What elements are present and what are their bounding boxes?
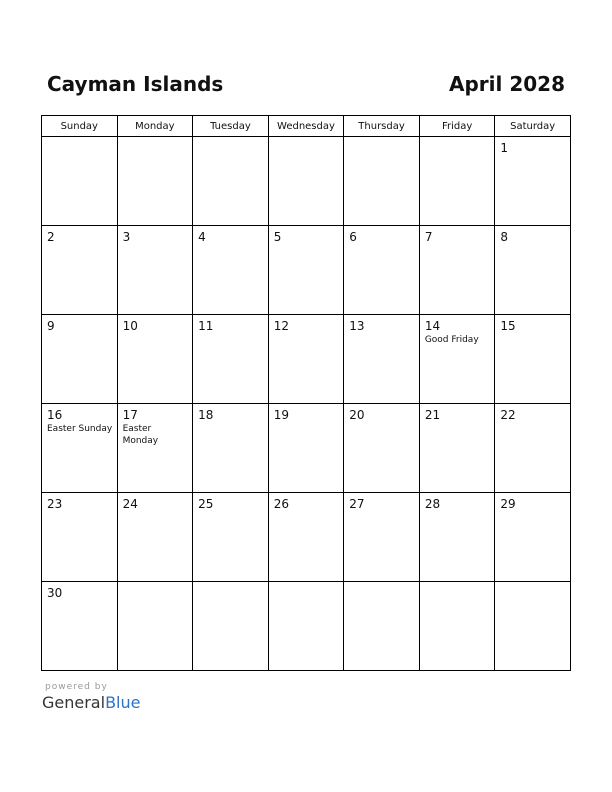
day-cell: [268, 137, 344, 226]
day-cell: [42, 315, 118, 404]
day-cell: [268, 582, 344, 671]
week-row: [42, 404, 571, 493]
day-number: 23: [47, 497, 63, 511]
calendar-grid: [41, 115, 571, 671]
brand-name-blue: Blue: [105, 693, 141, 712]
day-cell: [495, 404, 571, 493]
day-number: 5: [273, 230, 282, 244]
day-number: 26: [273, 497, 289, 511]
day-cell: [344, 404, 420, 493]
day-cell: [193, 137, 269, 226]
day-number: 19: [273, 408, 289, 422]
day-number: 12: [273, 319, 289, 333]
weekday-header-row: [42, 116, 571, 137]
day-cell: [268, 493, 344, 582]
day-cell: [117, 582, 193, 671]
day-cell: [193, 582, 269, 671]
day-cell: [117, 404, 193, 493]
day-cell: [344, 137, 420, 226]
day-number: 18: [198, 408, 214, 422]
day-cell: [193, 493, 269, 582]
week-row: [42, 582, 571, 671]
day-cell: [42, 493, 118, 582]
day-number: 10: [122, 319, 138, 333]
day-cell: [117, 315, 193, 404]
day-number: 3: [122, 230, 131, 244]
day-number: 28: [424, 497, 441, 511]
day-cell: [419, 315, 495, 404]
day-number: 13: [349, 319, 365, 333]
day-cell: [42, 404, 118, 493]
day-cell: [117, 226, 193, 315]
day-cell: [117, 493, 193, 582]
day-cell: [117, 137, 193, 226]
day-cell: [419, 582, 495, 671]
day-cell: [268, 404, 344, 493]
holiday-label: Good Friday: [424, 335, 479, 345]
day-number: 16: [47, 408, 63, 422]
day-cell: [495, 582, 571, 671]
week-row: [42, 137, 571, 226]
powered-by-label: powered by: [45, 682, 108, 692]
day-number: 6: [349, 230, 357, 244]
day-cell: [344, 582, 420, 671]
day-number: 17: [122, 408, 138, 422]
day-cell: [344, 226, 420, 315]
day-number: 20: [349, 408, 365, 422]
day-number: 9: [47, 319, 55, 333]
weekday-header: Tuesday: [193, 116, 269, 137]
day-number: 8: [500, 230, 509, 244]
weekday-header: Friday: [419, 116, 495, 137]
day-cell: [42, 137, 118, 226]
day-number: 22: [500, 408, 516, 422]
weekday-header: Thursday: [344, 116, 420, 137]
day-cell: [268, 315, 344, 404]
day-cell: [495, 226, 571, 315]
day-cell: [419, 493, 495, 582]
week-row: [42, 315, 571, 404]
day-number: 7: [424, 230, 433, 244]
day-number: 25: [198, 497, 214, 511]
day-number: 11: [198, 319, 214, 333]
day-cell: [344, 493, 420, 582]
day-cell: [344, 315, 420, 404]
weekday-header: Saturday: [495, 116, 571, 137]
day-cell: [419, 404, 495, 493]
month-year-title: April 2028: [449, 72, 565, 96]
day-number: 1: [500, 141, 509, 155]
day-number: 21: [424, 408, 441, 422]
day-number: 2: [47, 230, 55, 244]
holiday-label: Easter Sunday: [47, 424, 113, 434]
day-number: 24: [122, 497, 138, 511]
day-cell: [193, 315, 269, 404]
day-number: 27: [349, 497, 365, 511]
day-number: 15: [500, 319, 516, 333]
weekday-header: Monday: [117, 116, 193, 137]
country-title: Cayman Islands: [47, 72, 224, 96]
week-row: [42, 493, 571, 582]
brand-logo[interactable]: [42, 693, 140, 713]
day-cell: [193, 226, 269, 315]
day-cell: [193, 404, 269, 493]
day-number: 30: [47, 586, 63, 600]
weekday-header: Sunday: [42, 116, 118, 137]
weekday-header: Wednesday: [268, 116, 344, 137]
day-number: 14: [424, 319, 441, 333]
week-row: [42, 226, 571, 315]
day-number: 29: [500, 497, 516, 511]
day-cell: [495, 137, 571, 226]
day-cell: [495, 493, 571, 582]
day-cell: [42, 582, 118, 671]
day-cell: [419, 137, 495, 226]
day-cell: [419, 226, 495, 315]
day-number: 4: [198, 230, 206, 244]
day-cell: [268, 226, 344, 315]
holiday-label: Easter Monday: [122, 424, 159, 446]
day-cell: [495, 315, 571, 404]
brand-name-general: General: [42, 693, 106, 712]
day-cell: [42, 226, 118, 315]
